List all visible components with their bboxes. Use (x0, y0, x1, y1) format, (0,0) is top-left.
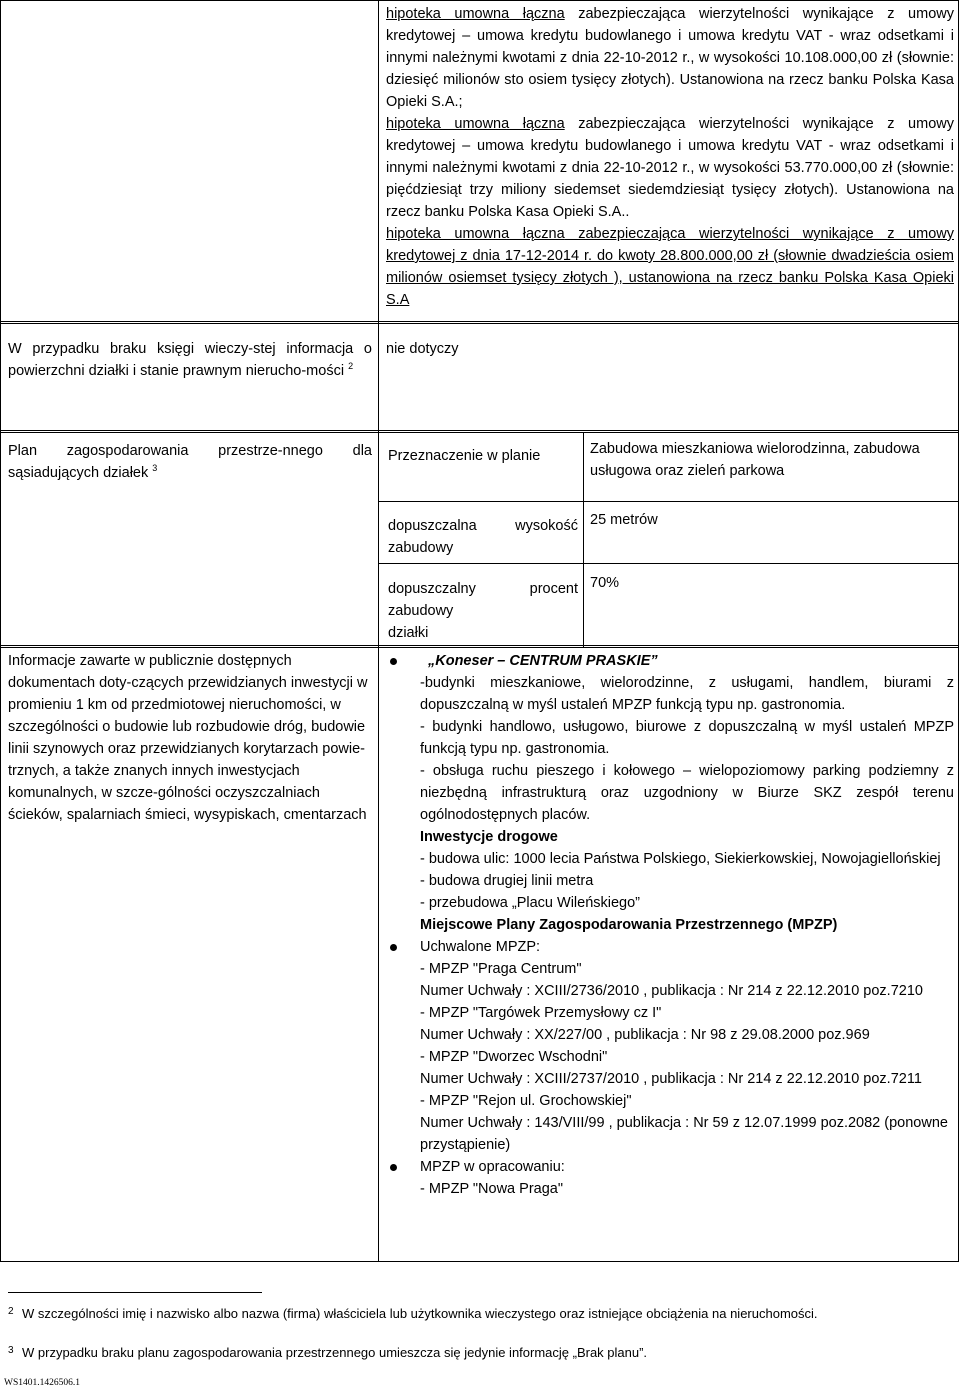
footnote-text: W szczególności imię i nazwisko albo nazwa (firma) właściciela lub użytkownika wieczystego oraz istniejące obciążenia na nieruchomości. (22, 1306, 818, 1321)
plan-coverage-line: dopuszczalny procent (388, 581, 578, 597)
adopted-line: Numer Uchwały : XCIII/2736/2010 , publikacja : Nr 214 z 22.12.2010 poz.7210 (420, 983, 923, 999)
footnote (8, 1305, 948, 1323)
plan-coverage-value: 70% (590, 575, 620, 591)
plan-row-divider (379, 563, 959, 564)
encumbrances-cell (386, 3, 954, 311)
adopted-line: - MPZP "Targówek Przemysłowy cz I" (420, 1005, 662, 1021)
table-border-top (0, 0, 959, 1)
column-divider (378, 0, 379, 1262)
public-info-value (386, 650, 954, 1200)
adopted-line: - MPZP "Praga Centrum" (420, 961, 582, 977)
koneser-line: - obsługa ruchu pieszego i kołowego – wielopoziomowy parking podziemny z niezbędną infrastrukturą oraz uzgodniony w Biurze SKZ zespół terenu ogólnodostępnych placów. (420, 763, 954, 823)
encumbrance-head: hipoteka umowna łączna (386, 6, 565, 22)
koneser-line: - budynki handlowo, usługowo, biurowe z dopuszczalną w myśl ustaleń MPZP funkcją typu np. gastronomia. (420, 719, 954, 757)
bullet-icon (390, 1164, 397, 1171)
plan-height-value: 25 metrów (590, 512, 658, 528)
encumbrance-entry (386, 113, 954, 223)
row-divider (0, 645, 959, 646)
list-item (386, 936, 954, 1156)
encumbrance-text: zabezpieczająca wierzytelności wynikające z umowy kredytowej z dnia 17-12-2014 r. do kwoty 28.800.000,00 zł (słownie dwadzieścia osiem milionów osiemset tysięcy złotych ), ustanowiona na rzecz banku Polska Kasa Opieki S.A (386, 226, 954, 308)
bullet-icon (390, 944, 397, 951)
list-item (386, 650, 954, 936)
footnote (8, 1344, 948, 1362)
encumbrance-head: hipoteka umowna łączna (386, 116, 565, 132)
footnote-number: 3 (8, 1345, 14, 1356)
plan-coverage-label (388, 578, 578, 644)
footnote-ref: 3 (152, 463, 158, 474)
plan-coverage-line: działki (388, 625, 429, 641)
no-register-label (8, 338, 372, 382)
bullet-icon (390, 658, 397, 665)
encumbrance-text: zabezpieczająca wierzytelności wynikające z umowy kredytowej – umowa kredytu budowlanego i umowa kredytu VAT - wraz odsetkami i innymi należnymi kwotami z dnia 22-10-2012 r., w wysokości 10.108.000,00 zł (słownie: dziesięć milionów sto osiem tysięcy złotych). Ustanowiona na rzecz banku Polska Kasa Opieki S.A.; (386, 6, 954, 110)
document-code: WS1401.1426506.1 (4, 1378, 80, 1388)
koneser-title: „Koneser – CENTRUM PRASKIE” (428, 653, 658, 669)
no-register-label-text: W przypadku braku księgi wieczy-stej informacja o powierzchni działki i stanie prawnym nierucho-mości (8, 341, 372, 379)
footnote-separator (8, 1292, 262, 1293)
list-item (386, 1156, 954, 1200)
table-border-right (958, 0, 959, 1262)
plan-label (8, 440, 372, 484)
roads-line: - przebudowa „Placu Wileńskiego” (420, 895, 641, 911)
roads-line: - budowa drugiej linii metra (420, 873, 594, 889)
footnote-text: W przypadku braku planu zagospodarowania przestrzennego umieszcza się jedynie informację „Brak planu”. (22, 1345, 648, 1360)
koneser-line: -budynki mieszkaniowe, wielorodzinne, z usługami, handlem, biurami z dopuszczalną w myśl ustaleń MPZP funkcją typu np. gastronomia. (420, 675, 954, 713)
table-border-bottom (0, 1261, 959, 1262)
plan-purpose-label: Przeznaczenie w planie (388, 448, 541, 464)
adopted-line: Numer Uchwały : 143/VIII/99 , publikacja : Nr 59 z 12.07.1999 poz.2082 (ponowne przystąpienie) (420, 1115, 948, 1153)
adopted-line: Numer Uchwały : XCIII/2737/2010 , publikacja : Nr 214 z 22.12.2010 poz.7211 (420, 1071, 922, 1087)
roads-title: Inwestycje drogowe (420, 829, 558, 845)
roads-line: - budowa ulic: 1000 lecia Państwa Polskiego, Siekierkowskiej, Nowojagiellońskiej (420, 851, 941, 867)
adopted-title: Uchwalone MPZP: (420, 939, 541, 955)
adopted-line: - MPZP "Dworzec Wschodni" (420, 1049, 608, 1065)
encumbrance-entry (386, 223, 954, 311)
plan-height-label: dopuszczalna wysokość zabudowy (388, 518, 578, 556)
no-register-value: nie dotyczy (386, 341, 459, 357)
encumbrance-head: hipoteka umowna łączna (386, 226, 565, 242)
footnote-number: 2 (8, 1306, 14, 1317)
plan-purpose-value: Zabudowa mieszkaniowa wielorodzinna, zabudowa usługowa oraz zieleń parkowa (590, 441, 920, 479)
row-divider (0, 321, 959, 322)
row-divider (0, 647, 959, 648)
plan-row-divider (379, 501, 959, 502)
mpzp-title: Miejscowe Plany Zagospodarowania Przestrzennego (MPZP) (420, 917, 838, 933)
plan-label-text: Plan zagospodarowania przestrze-nnego dla sąsiadujących działek (8, 443, 372, 481)
plan-coverage-line: zabudowy (388, 603, 454, 619)
footnote-ref: 2 (348, 361, 354, 372)
table-border-left (0, 0, 1, 1262)
encumbrance-entry (386, 3, 954, 113)
adopted-line: Numer Uchwały : XX/227/00 , publikacja : Nr 98 z 29.08.2000 poz.969 (420, 1027, 870, 1043)
encumbrance-text: zabezpieczająca wierzytelności wynikające z umowy kredytowej – umowa kredytu budowlanego i umowa kredytu VAT - wraz odsetkami i innymi należnymi kwotami z dnia 22-10-2012 r., w wysokości 53.770.000,00 zł (słownie: pięćdziesiąt trzy miliony siedemset siedemdziesiąt tysięcy złotych). Ustanowiona na rzecz banku Polska Kasa Opieki S.A.. (386, 116, 954, 220)
plan-column-divider (583, 432, 584, 647)
row-divider (0, 432, 959, 433)
row-divider (0, 323, 959, 324)
public-info-label: Informacje zawarte w publicznie dostępnych dokumentach doty-czących przewidzianych inwestycji w promieniu 1 km od przedmiotowej nieruchomości, w szczególności o budowie lub rozbudowie dróg, budowie linii szynowych oraz przewidzianych korytarzach powie-trznych, a także znanych innych inwestycjach komunalnych, w szcze-gólności oczyszczalniach ścieków, spalarniach śmieci, wysypiskach, cmentarzach (8, 653, 368, 823)
in-progress-line: - MPZP "Nowa Praga" (420, 1181, 563, 1197)
row-divider (0, 430, 959, 431)
in-progress-title: MPZP w opracowaniu: (420, 1159, 565, 1175)
adopted-line: - MPZP "Rejon ul. Grochowskiej" (420, 1093, 632, 1109)
